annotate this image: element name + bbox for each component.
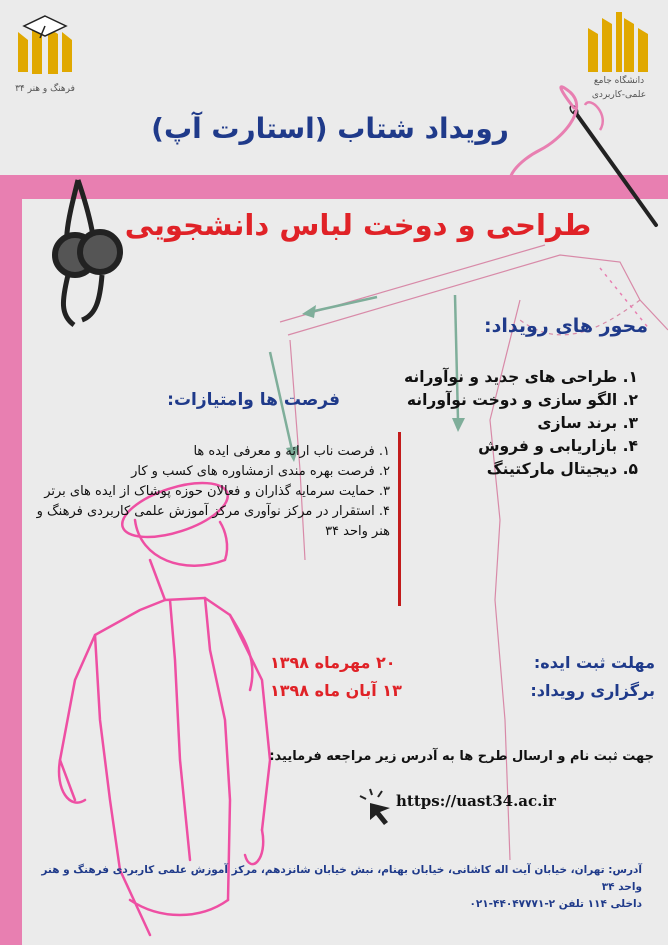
deadline-value: ۲۰ مهرماه ۱۳۹۸	[270, 652, 396, 672]
event-title: رویداد شتاب (استارت آپ)	[151, 112, 509, 145]
registration-instructions: جهت ثبت نام و ارسال طرح ها به آدرس زیر مراجعه فرمایید:	[269, 749, 654, 764]
right-logo-text-2: علمی-کاربردی	[591, 90, 647, 100]
event-date-value: ۱۳ آبان ماه ۱۳۹۸	[270, 680, 402, 700]
url-row	[360, 792, 556, 810]
sewing-pattern-outline-icon	[280, 245, 668, 860]
list-item: ۱. طراحی های جدید و نوآورانه	[404, 368, 638, 386]
phone-line: داخلی ۱۱۴ تلفن ۲-۴۴۰۴۷۷۷۱-۰۲۱	[469, 898, 642, 910]
left-logo-text: فرهنگ و هنر ۳۴	[15, 84, 75, 94]
deadline-row	[260, 648, 655, 676]
list-item: ۴. استقرار در مرکز نوآوری مرکز آموزش علمی کاربردی فرهنگ و هنر واحد ۳۴	[36, 504, 390, 539]
axes-heading: محور های رویداد:	[484, 315, 648, 337]
list-item: ۳. برند سازی	[537, 414, 638, 432]
graduation-cap-logo-icon	[10, 12, 80, 82]
art-center-logo	[10, 12, 80, 100]
list-item: ۴. بازاریابی و فروش	[478, 437, 638, 455]
event-subtitle: طراحی و دوخت لباس دانشجویی	[124, 208, 592, 242]
registration-link[interactable]: https://uast34.ac.ir	[396, 792, 556, 810]
opportunities-heading: فرصت ها وامتیازات:	[167, 390, 340, 410]
deadline-label: مهلت ثبت ایده:	[533, 652, 655, 672]
red-divider	[398, 432, 401, 606]
list-item: ۳. حمایت سرمایه گذاران و فعالان حوزه پوشاک از ایده های برتر	[44, 484, 390, 499]
list-item: ۲. الگو سازی و دوخت نوآورانه	[406, 391, 638, 409]
opportunities-list	[22, 442, 390, 542]
university-logo	[578, 8, 660, 118]
scissors-icon	[55, 180, 120, 325]
address-block	[30, 862, 642, 913]
list-item: ۲. فرصت بهره مندی ازمشاوره های کسب و کار	[131, 464, 390, 479]
address-line: آدرس: تهران، خیابان آیت اله کاشانی، خیابان بهنام، نبش خیابان شانزدهم، مرکز آموزش علمی کاربردی فرهنگ و هنر واحد ۳۴	[41, 864, 642, 893]
university-emblem-icon	[578, 8, 660, 74]
dates-block	[260, 648, 655, 704]
right-logo-text-1: دانشگاه جامع	[593, 76, 645, 86]
event-date-label: برگزاری رویداد:	[530, 680, 655, 700]
event-date-row	[260, 676, 655, 704]
list-item: ۵. دیجیتال مارکتینگ	[486, 460, 638, 478]
list-item: ۱. فرصت ناب ارائه و معرفی ایده ها	[193, 444, 390, 459]
